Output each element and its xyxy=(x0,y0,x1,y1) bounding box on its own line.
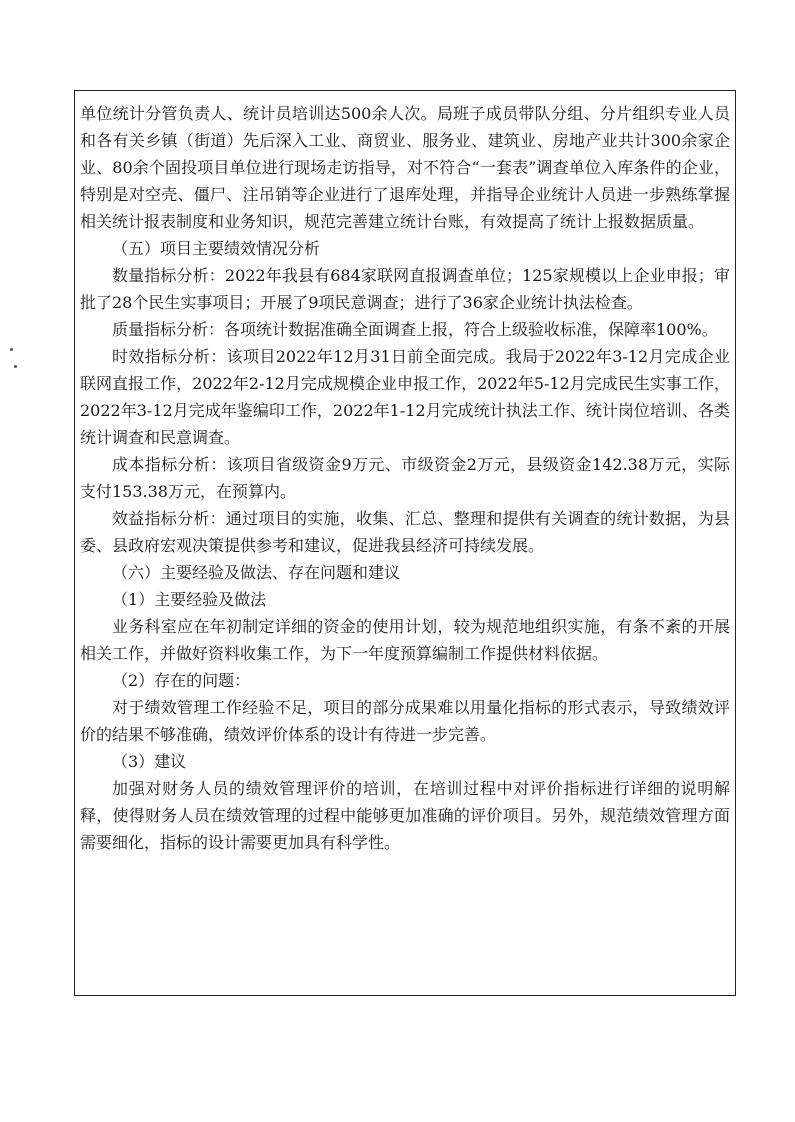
paragraph-suggestions: 加强对财务人员的绩效管理评价的培训，在培训过程中对评价指标进行详细的说明解释，使得财务人员在绩效管理的过程中能够更加准确的评价项目。另外，规范绩效管理方面需要细化，指标的设计需要更加具有科学性。 xyxy=(80,779,730,852)
paragraph-quality-indicators: 质量指标分析：各项统计数据准确全面调查上报，符合上级验收标准，保障率100%。 xyxy=(112,320,718,339)
section-heading-six: （六）主要经验及做法、存在问题和建议 xyxy=(112,563,401,582)
paragraph-problems: 对于绩效管理工作经验不足，项目的部分成果难以用量化指标的形式表示，导致绩效评价的结果不够准确，绩效评价体系的设计有待进一步完善。 xyxy=(80,698,730,744)
paragraph-continuation: 单位统计分管负责人、统计员培训达500余人次。局班子成员带队分组、分片组织专业人员和各有关乡镇（街道）先后深入工业、商贸业、服务业、建筑业、房地产业共计300余家企业、80余个固投项目单位进行现场走访指导，对不符合“一套表”调查单位入库条件的企业，特别是对空壳、僵尸、注吊销等企业进行了退库处理，并指导企业统计人员进一步熟练掌握相关统计报表制度和业务知识，规范完善建立统计台账，有效提高了统计上报数据质量。 xyxy=(80,104,730,231)
scan-speck xyxy=(10,348,13,351)
section-heading-five: （五）项目主要绩效情况分析 xyxy=(112,239,321,258)
subheading-experience: （1）主要经验及做法 xyxy=(112,590,267,609)
paragraph-experience: 业务科室应在年初制定详细的资金的使用计划，较为规范地组织实施，有条不紊的开展相关工作，并做好资料收集工作，为下一年度预算编制工作提供材料依据。 xyxy=(80,617,730,663)
paragraph-timeliness-indicators: 时效指标分析：该项目2022年12月31日前全面完成。我局于2022年3-12月完成企业联网直报工作，2022年2-12月完成规模企业申报工作，2022年5-12月完成民生实事工作，2022年3-12月完成年鉴编印工作，2022年1-12月完成统计执法工作、统计岗位培训、各类统计调查和民意调查。 xyxy=(80,347,730,447)
paragraph-benefit-indicators: 效益指标分析：通过项目的实施，收集、汇总、整理和提供有关调查的统计数据，为县委、县政府宏观决策提供参考和建议，促进我县经济可持续发展。 xyxy=(80,509,730,555)
paragraph-quantity-indicators: 数量指标分析：2022年我县有684家联网直报调查单位；125家规模以上企业申报；审批了28个民生实事项目；开展了9项民意调查；进行了36家企业统计执法检查。 xyxy=(80,266,730,312)
document-body xyxy=(80,100,730,856)
subheading-suggestions: （3）建议 xyxy=(112,752,187,771)
scan-speck xyxy=(14,365,17,368)
subheading-problems: （2）存在的问题： xyxy=(112,671,251,690)
paragraph-cost-indicators: 成本指标分析：该项目省级资金9万元、市级资金2万元，县级资金142.38万元，实际支付153.38万元，在预算内。 xyxy=(80,455,730,501)
